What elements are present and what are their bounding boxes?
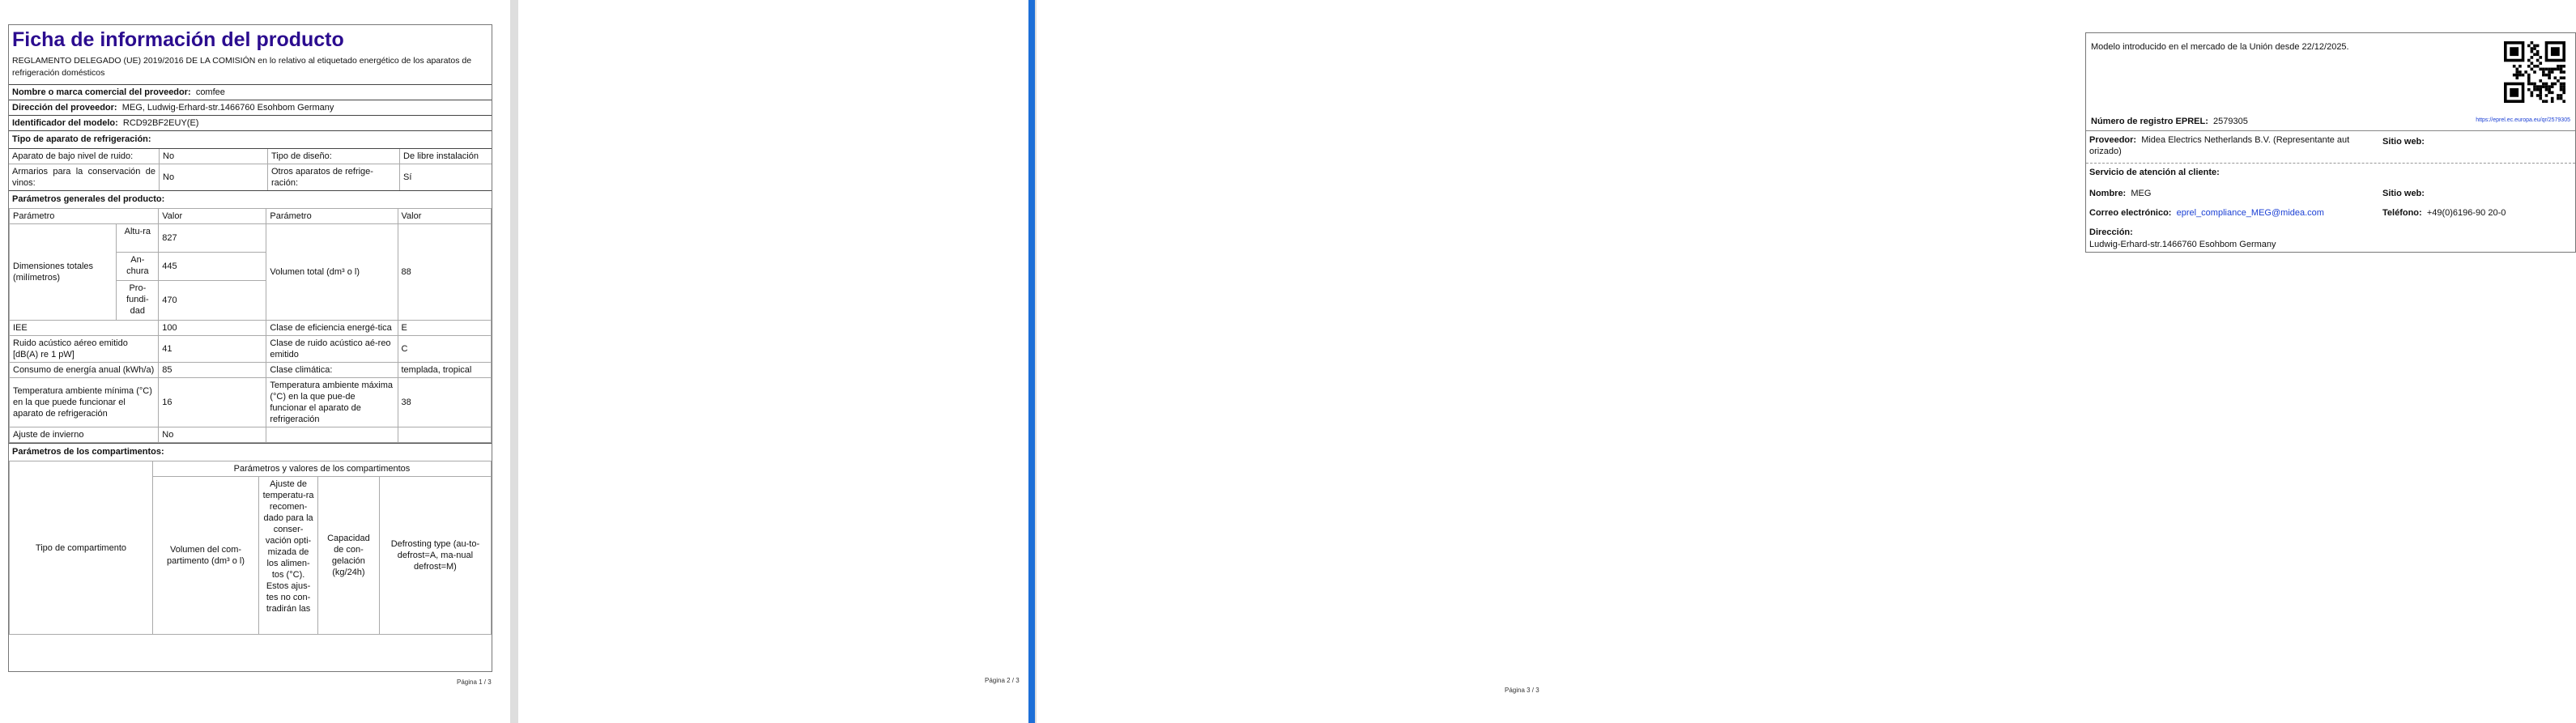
page-gutter <box>510 0 518 723</box>
name-label: Nombre: <box>2089 189 2127 198</box>
height-value: 827 <box>159 224 266 253</box>
low-noise-value: No <box>159 149 267 164</box>
brand-label: Nombre o marca comercial del proveedor: <box>12 87 191 97</box>
page-3 <box>1037 0 2570 723</box>
brand-value: comfee <box>195 87 225 97</box>
comp-vol-header: Volumen del com-partimento (dm³ o l) <box>152 477 258 635</box>
page-number: Página 1 / 3 <box>457 678 492 686</box>
noise-label: Ruido acústico aéreo emitido [dB(A) re 1 pW] <box>10 336 159 363</box>
address-row <box>9 100 492 115</box>
dims-label: Dimensiones totales (milímetros) <box>10 224 117 321</box>
product-sheet-page-1 <box>8 24 492 672</box>
active-page-divider <box>1028 0 1035 723</box>
email-label: Correo electrónico: <box>2089 208 2172 218</box>
address-value: Ludwig-Erhard-str.1466760 Esohbom Germany <box>2089 240 2276 249</box>
comp-group-header: Parámetros y valores de los compartimentos <box>152 461 491 477</box>
website-label: Sitio web: <box>2382 137 2425 147</box>
general-heading: Parámetros generales del producto: <box>9 190 492 208</box>
name-value: MEG <box>2131 189 2152 198</box>
eff-class-value: E <box>398 321 492 336</box>
other-label: Otros aparatos de refrige-ración: <box>267 164 399 190</box>
noise-class-label: Clase de ruido acústico aé-reo emitido <box>266 336 398 363</box>
noise-value: 41 <box>159 336 266 363</box>
low-noise-row <box>9 148 492 164</box>
website-label-2: Sitio web: <box>2382 189 2425 198</box>
noise-class-value: C <box>398 336 492 363</box>
phone-value: +49(0)6196-90 20-0 <box>2426 208 2506 218</box>
address-value: MEG, Ludwig-Erhard-str.1466760 Esohbom Germany <box>121 103 334 113</box>
email-link[interactable]: eprel_compliance_MEG@midea.com <box>2176 208 2324 218</box>
product-sheet-page-3 <box>2085 32 2576 253</box>
page-number: Página 2 / 3 <box>985 677 1020 684</box>
design-label: Tipo de diseño: <box>267 149 399 164</box>
volume-value: 88 <box>398 224 492 321</box>
col-value-header: Valor <box>159 209 266 224</box>
col-param-header-2: Parámetro <box>266 209 398 224</box>
iee-value: 100 <box>159 321 266 336</box>
other-value: Sí <box>399 164 492 190</box>
compartments-heading: Parámetros de los compartimentos: <box>9 443 492 461</box>
compartments-header-table <box>9 461 492 635</box>
energy-label: Consumo de energía anual (kWh/a) <box>10 363 159 378</box>
service-heading: Servicio de atención al cliente: <box>2089 168 2220 177</box>
width-value: 445 <box>159 253 266 281</box>
comp-cap-header: Capacidad de con-gelación (kg/24h) <box>318 477 380 635</box>
comp-temp-header: Ajuste de temperatu-ra recomen-dado para la conser-vación opti-mizada de los alimen-tos (°C). Estos ajus-tes no con-tradirán las <box>259 477 318 635</box>
low-noise-label: Aparato de bajo nivel de ruido: <box>12 151 134 161</box>
width-label: An-chura <box>117 253 159 281</box>
supplier-row <box>2086 130 2575 159</box>
iee-label: IEE <box>10 321 159 336</box>
address-label: Dirección: <box>2089 228 2133 237</box>
winter-label: Ajuste de invierno <box>10 427 159 443</box>
climate-label: Clase climática: <box>266 363 398 378</box>
regulation-intro: REGLAMENTO DELEGADO (UE) 2019/2016 DE LA COMISIÓN en lo relativo al etiquetado energético de los aparatos de refrigeración domésticos <box>12 56 472 78</box>
depth-label: Pro-fundi-dad <box>117 281 159 321</box>
tmax-label: Temperatura ambiente máxima (°C) en la que pue-de funcionar el aparato de refrigeración <box>266 378 398 427</box>
eprel-link[interactable]: https://eprel.ec.europa.eu/qr/2579305 <box>2476 117 2570 123</box>
energy-value: 85 <box>159 363 266 378</box>
supplier-label: Proveedor: <box>2089 135 2137 145</box>
comp-type-header: Tipo de compartimento <box>10 461 153 635</box>
page-number: Página 3 / 3 <box>1505 687 1539 694</box>
depth-value: 470 <box>159 281 266 321</box>
wine-value: No <box>159 164 267 190</box>
page-title: Ficha de información del producto <box>12 28 344 51</box>
model-row <box>9 115 492 130</box>
eprel-label: Número de registro EPREL: <box>2091 117 2208 126</box>
winter-value: No <box>159 427 266 443</box>
eprel-value: 2579305 <box>2212 117 2248 126</box>
model-value: RCD92BF2EUY(E) <box>122 118 199 128</box>
design-value: De libre instalación <box>399 149 492 164</box>
general-params-table <box>9 208 492 443</box>
tmin-value: 16 <box>159 378 266 427</box>
market-text: Modelo introducido en el mercado de la Unión desde 22/12/2025. <box>2091 42 2349 52</box>
address-label: Dirección del proveedor: <box>12 103 117 113</box>
type-heading: Tipo de aparato de refrigeración: <box>9 130 492 148</box>
tmin-label: Temperatura ambiente mínima (°C) en la que puede funcionar el aparato de refrigeración <box>10 378 159 427</box>
model-label: Identificador del modelo: <box>12 118 118 128</box>
tmax-value: 38 <box>398 378 492 427</box>
climate-value: templada, tropical <box>398 363 492 378</box>
eff-class-label: Clase de eficiencia energé-tica <box>266 321 398 336</box>
qr-code-icon[interactable] <box>2504 41 2565 103</box>
supplier-value: Midea Electrics Netherlands B.V. (Representante aut orizado) <box>2089 135 2350 156</box>
phone-label: Teléfono: <box>2382 208 2422 218</box>
volume-label: Volumen total (dm³ o l) <box>266 224 398 321</box>
page-2 <box>518 0 1028 723</box>
height-label: Altu-ra <box>117 224 159 253</box>
service-block <box>2086 163 2575 249</box>
page-1 <box>0 0 510 723</box>
col-value-header-2: Valor <box>398 209 492 224</box>
wine-row <box>9 164 492 190</box>
col-param-header: Parámetro <box>10 209 159 224</box>
eprel-row <box>2088 114 2574 129</box>
wine-label: Armarios para la conservación de vinos: <box>12 167 155 188</box>
comp-defrost-header: Defrosting type (au-to-defrost=A, ma-nual defrost=M) <box>379 477 491 635</box>
brand-row <box>9 84 492 100</box>
